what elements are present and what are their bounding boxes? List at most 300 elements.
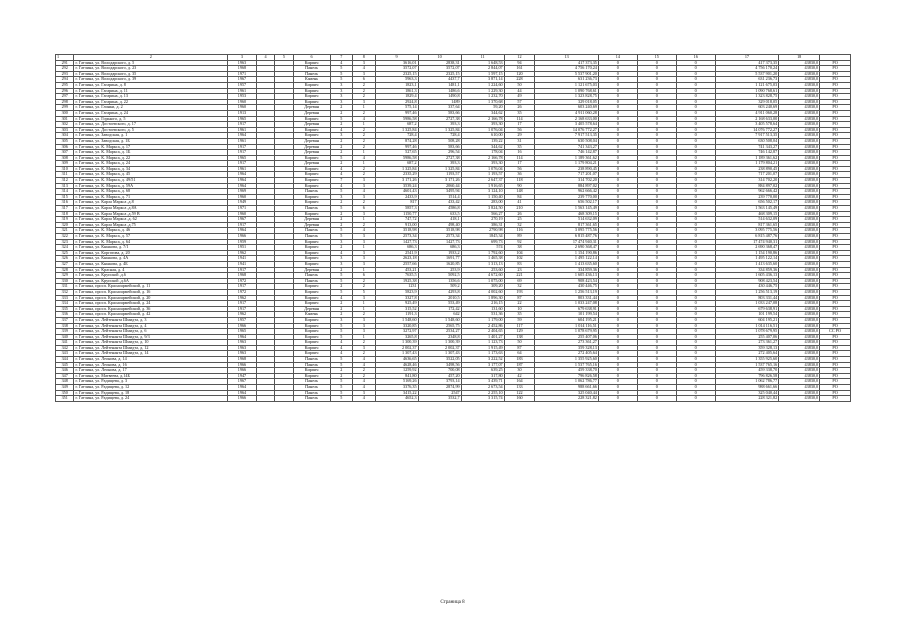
table-cell: 5	[330, 390, 353, 396]
table-cell: 575,14	[375, 105, 418, 111]
table-cell: 1 537 765,16	[715, 362, 779, 368]
table-cell: 0	[637, 250, 676, 256]
table-cell: 1963	[228, 340, 257, 346]
table-cell: 1968	[228, 273, 257, 279]
table-cell: 3	[353, 317, 376, 323]
table-cell: РО	[820, 323, 851, 329]
table-cell: 319	[56, 217, 74, 223]
table-cell: 0	[598, 256, 637, 262]
table-cell: 803 331,44	[535, 295, 599, 301]
column-number-cell: 17	[715, 55, 779, 61]
table-cell: 4	[353, 189, 376, 195]
table-cell: 817	[375, 200, 418, 206]
table-cell: 1 154 190,86	[535, 250, 599, 256]
table-cell: 1 548,60	[418, 317, 461, 323]
table-cell: 1 325,84	[375, 127, 418, 133]
table-cell: 116	[504, 228, 535, 234]
table-cell: 527,65	[375, 150, 418, 156]
table-cell: 315	[56, 194, 74, 200]
table-cell: 1 150,40	[461, 194, 504, 200]
table-cell: 0	[637, 217, 676, 223]
table-cell: 7635,5	[375, 273, 418, 279]
table-cell: РО	[820, 345, 851, 351]
table-cell: 1 062 786,77	[535, 379, 599, 385]
table-cell: 2565,75	[418, 323, 461, 329]
table-cell: 0	[598, 329, 637, 335]
table-cell: 0	[676, 88, 715, 94]
table-cell: 238 890,45	[535, 166, 599, 172]
table-cell: 0	[676, 396, 715, 402]
table-cell: 0	[676, 284, 715, 290]
table-cell: 3320,85	[375, 323, 418, 329]
table-cell: 3	[353, 323, 376, 329]
table-cell: Кирпич	[293, 317, 330, 323]
table-cell: 43830,0	[779, 189, 820, 195]
table-cell: 514 632,09	[535, 217, 599, 223]
table-cell: 5	[330, 278, 353, 284]
table-cell: г. Гатчина, ул. Лейтенанта Шмидта, д. 14	[74, 351, 228, 357]
table-cell: 43830,0	[779, 110, 820, 116]
table-cell: 2 844,07	[461, 66, 504, 72]
table-cell: 1966	[228, 362, 257, 368]
table-cell: 4628,46	[375, 362, 418, 368]
table-cell: 238 890,45	[715, 166, 779, 172]
table-cell: 0	[598, 278, 637, 284]
table-cell: Панель	[293, 228, 330, 234]
table-cell: 304	[56, 133, 74, 139]
table-cell: 43830,0	[779, 329, 820, 335]
table-cell: 2	[353, 110, 376, 116]
table-cell: 7 917 513,35	[715, 133, 779, 139]
table-cell: 1960	[228, 99, 257, 105]
table-cell: 1 179 804,21	[535, 161, 599, 167]
table-cell: 1964	[228, 183, 257, 189]
table-cell: 253,9	[418, 267, 461, 273]
table-cell: 273 361,27	[715, 340, 779, 346]
table-cell: Панель	[293, 379, 330, 385]
table-cell: 43830,0	[779, 317, 820, 323]
table-cell: 1489	[418, 99, 461, 105]
table-cell: 0	[598, 373, 637, 379]
table-cell: 2573,34	[418, 234, 461, 240]
table-cell: г. Гатчина, ул. Коргатова, д. 20	[74, 250, 228, 256]
table-cell: 1823,1	[375, 82, 418, 88]
table-cell: 0	[676, 306, 715, 312]
table-cell: 312	[56, 178, 74, 184]
table-cell: 0	[598, 127, 637, 133]
table-cell: 43830,0	[779, 357, 820, 363]
table-cell: 3	[353, 239, 376, 245]
table-cell: 1969	[228, 189, 257, 195]
table-cell: 43830,0	[779, 273, 820, 279]
table-cell: 43830,0	[779, 66, 820, 72]
table-cell: 1 916,65	[461, 183, 504, 189]
table-cell: 1 123,73	[461, 340, 504, 346]
table-cell: Панель	[293, 189, 330, 195]
table-cell: 4601,43	[375, 189, 418, 195]
table-cell: 4293,8	[418, 289, 461, 295]
table-cell: 1 355 925,60	[535, 357, 599, 363]
table-cell: 1917	[228, 150, 257, 156]
table-cell: 5	[330, 77, 353, 83]
table-cell: Кирпич	[293, 60, 330, 66]
table-cell: 345	[56, 362, 74, 368]
table-cell: Кирпич	[293, 345, 330, 351]
table-cell: 0	[637, 200, 676, 206]
table-cell: 0	[637, 368, 676, 374]
table-cell: 1957	[228, 82, 257, 88]
table-cell: 0	[676, 211, 715, 217]
table-cell: 43830,0	[779, 105, 820, 111]
table-cell: 31	[504, 138, 535, 144]
table-cell: Кирпич	[293, 256, 330, 262]
table-cell: 0	[637, 183, 676, 189]
table-cell: 0	[676, 379, 715, 385]
table-cell: 43830,0	[779, 267, 820, 273]
table-cell: 64	[504, 351, 535, 357]
table-cell: 0	[598, 289, 637, 295]
table-cell: г. Гатчина, ул. К. Маркса, д. 71	[74, 194, 228, 200]
table-cell: 0	[676, 144, 715, 150]
table-cell: 0	[598, 306, 637, 312]
table-cell: 1	[353, 306, 376, 312]
table-cell: 0	[676, 228, 715, 234]
table-cell: 43830,0	[779, 166, 820, 172]
table-cell: 0	[637, 150, 676, 156]
table-cell: 0	[676, 390, 715, 396]
table-cell: 43830,0	[779, 340, 820, 346]
table-cell: 1 563 145,49	[535, 206, 599, 212]
table-cell: 293	[56, 71, 74, 77]
table-cell: 4437,7	[418, 77, 461, 83]
table-cell: 0	[598, 301, 637, 307]
table-cell: 1 193,57	[461, 172, 504, 178]
table-cell: Кирпич	[293, 295, 330, 301]
table-cell: 0	[598, 396, 637, 402]
table-cell: Кирпич	[293, 368, 330, 374]
table-cell: 746 142,87	[535, 150, 599, 156]
table-cell: РО	[820, 94, 851, 100]
table-cell: 309	[56, 161, 74, 167]
table-cell: 741 343,27	[535, 144, 599, 150]
table-cell: 459 338,70	[535, 368, 599, 374]
table-cell: 43830,0	[779, 194, 820, 200]
table-cell: 84	[504, 194, 535, 200]
table-cell: 314 702,20	[535, 178, 599, 184]
table-cell: г. Гатчина, ул. Лейтенанта Шмидта, д. 6	[74, 329, 228, 335]
table-cell: 320	[56, 222, 74, 228]
table-cell: 1 229,30	[461, 88, 504, 94]
table-cell: 2790,98	[461, 228, 504, 234]
table-cell: 0	[637, 71, 676, 77]
table-cell: 0	[598, 323, 637, 329]
table-cell: 2557,66	[375, 261, 418, 267]
table-cell: 161	[504, 66, 535, 72]
table-cell: 1965	[228, 329, 257, 335]
table-cell: 4	[353, 357, 376, 363]
table-cell: 43830,0	[779, 222, 820, 228]
table-cell: 2	[353, 278, 376, 284]
table-cell: 1960	[228, 105, 257, 111]
column-number-cell: 11	[461, 55, 504, 61]
table-cell: 0	[598, 110, 637, 116]
table-cell: 148	[504, 189, 535, 195]
table-cell: 1964	[228, 133, 257, 139]
table-cell: 50	[504, 82, 535, 88]
table-cell: 349	[56, 385, 74, 391]
table-cell: 3	[353, 99, 376, 105]
table-cell: 1961	[228, 166, 257, 172]
table-cell: 50	[504, 340, 535, 346]
table-cell: 2	[330, 368, 353, 374]
table-cell: 1966	[228, 323, 257, 329]
table-cell: 1 325,84	[375, 166, 418, 172]
table-cell: РО	[820, 351, 851, 357]
table-cell: Кирпич	[293, 301, 330, 307]
table-cell: 0	[676, 261, 715, 267]
table-cell: 32	[504, 284, 535, 290]
table-cell: 43830,0	[779, 88, 820, 94]
table-cell: 0	[637, 122, 676, 128]
table-cell: г. Гатчина, ул. К. Маркса, д. 64	[74, 239, 228, 245]
table-cell: 43830,0	[779, 362, 820, 368]
table-cell: 2	[353, 222, 376, 228]
table-cell: 43830,0	[779, 390, 820, 396]
table-cell: 295	[56, 82, 74, 88]
table-cell: 0	[676, 161, 715, 167]
table-cell: 3518,98	[418, 228, 461, 234]
table-cell: 187	[504, 362, 535, 368]
table-cell: 324	[56, 245, 74, 251]
table-cell: 0	[598, 317, 637, 323]
table-cell: 2 166,78	[461, 116, 504, 122]
table-cell: 216,15	[461, 301, 504, 307]
table-cell: Деревян	[293, 110, 330, 116]
table-cell: 0	[637, 189, 676, 195]
table-cell: 43830,0	[779, 368, 820, 374]
table-cell: РО	[820, 99, 851, 105]
table-cell: 0	[598, 334, 637, 340]
table-cell: 3498,56	[418, 362, 461, 368]
table-cell: 2838,31	[418, 60, 461, 66]
table-cell: РО	[820, 301, 851, 307]
table-cell: 43830,0	[779, 161, 820, 167]
table-cell: 43830,0	[779, 250, 820, 256]
table-cell: 300	[56, 110, 74, 116]
table-cell: 2	[330, 110, 353, 116]
register-table	[55, 54, 851, 402]
table-cell: 418,1	[418, 217, 461, 223]
table-cell: 0	[676, 133, 715, 139]
table-cell: Кирпич	[293, 82, 330, 88]
table-cell: 0	[598, 222, 637, 228]
table-cell: 0	[598, 116, 637, 122]
table-cell: 0	[637, 379, 676, 385]
table-cell: 3	[353, 390, 376, 396]
table-cell: 43830,0	[779, 245, 820, 251]
table-cell: 43830,0	[779, 312, 820, 318]
table-cell: 3616,01	[375, 60, 418, 66]
table-cell: 3	[330, 88, 353, 94]
table-cell: 43830,0	[779, 211, 820, 217]
table-cell: 686,3	[418, 245, 461, 251]
table-cell: г. Гатчина, ул. Леонова, д. 16	[74, 362, 228, 368]
table-cell: РО	[820, 295, 851, 301]
table-cell: 2	[330, 200, 353, 206]
table-cell: РО	[820, 116, 851, 122]
table-cell: 0	[637, 110, 676, 116]
table-cell: РО	[820, 267, 851, 273]
table-cell: 0	[598, 267, 637, 273]
table-cell: 340	[56, 334, 74, 340]
table-cell: 913,00	[375, 222, 418, 228]
table-cell: 1829,4	[375, 94, 418, 100]
table-cell: г. Гатчина, ул. Достоевского, д. 17	[74, 122, 228, 128]
table-cell: 0	[676, 183, 715, 189]
table-cell: 239 770,00	[535, 194, 599, 200]
table-cell: 4652,3	[375, 396, 418, 402]
table-cell: г. Гатчина, ул. Радищева, д. 24	[74, 396, 228, 402]
table-cell: 0	[637, 172, 676, 178]
table-cell: Кирпич	[293, 116, 330, 122]
table-cell: 1 121 675,03	[715, 82, 779, 88]
table-cell: 6	[353, 77, 376, 83]
table-cell: 1 090 768,61	[535, 88, 599, 94]
table-cell: РО	[820, 127, 851, 133]
table-cell: 1 648,53	[461, 60, 504, 66]
table-cell: 343	[56, 351, 74, 357]
table-cell: 43830,0	[779, 351, 820, 357]
table-cell: 1971	[228, 71, 257, 77]
table-cell: 1964	[228, 334, 257, 340]
table-cell: 43830,0	[779, 239, 820, 245]
table-cell: 2433,9	[375, 194, 418, 200]
table-cell: РО	[820, 178, 851, 184]
table-cell: 5963,3	[375, 77, 418, 83]
table-cell: 1 179 804,21	[715, 161, 779, 167]
table-cell: 333	[56, 295, 74, 301]
table-cell: 334 859,36	[715, 267, 779, 273]
table-cell: 700,08	[418, 368, 461, 374]
table-cell: 884 897,02	[715, 183, 779, 189]
table-cell: 393,30	[461, 161, 504, 167]
table-cell: РО	[820, 379, 851, 385]
table-cell: 430 446,75	[715, 284, 779, 290]
table-cell: 631 236,73	[535, 77, 599, 83]
table-cell: 0	[637, 312, 676, 318]
table-cell: 22	[504, 301, 535, 307]
table-cell: 0	[598, 362, 637, 368]
table-cell: г. Гатчина, ул. Володарского, д. 23	[74, 66, 228, 72]
table-cell: 1 173,63	[461, 351, 504, 357]
table-cell: 5823,9	[375, 289, 418, 295]
table-cell: 1 597,15	[461, 71, 504, 77]
table-cell: 5	[330, 116, 353, 122]
table-cell: г. Гатчина, просп. Красноармейский, д. 24	[74, 301, 228, 307]
table-cell: 884 897,02	[535, 183, 599, 189]
table-cell: 1 256 513,19	[715, 289, 779, 295]
table-cell: Панель	[293, 396, 330, 402]
table-cell: 4	[353, 379, 376, 385]
table-cell: 0	[637, 256, 676, 262]
table-cell: 3 095 775,56	[535, 228, 599, 234]
table-cell: 3 405 578,64	[535, 122, 599, 128]
table-cell: 2 166,78	[461, 155, 504, 161]
table-cell: 3	[353, 211, 376, 217]
table-cell: 1 413 635,60	[535, 261, 599, 267]
table-cell: 1193,57	[418, 172, 461, 178]
table-cell: 5	[330, 66, 353, 72]
table-cell: 114	[504, 155, 535, 161]
table-cell: РО	[820, 172, 851, 178]
table-cell: 0	[637, 194, 676, 200]
table-cell: 0	[676, 189, 715, 195]
table-cell: 4	[353, 66, 376, 72]
table-cell: Кирпич	[293, 183, 330, 189]
table-cell: г. Гатчина, ул. Карла Маркса ,д.8	[74, 200, 228, 206]
table-cell: 988 661,66	[535, 385, 599, 391]
table-cell: 0	[637, 60, 676, 66]
table-cell: Панель	[293, 278, 330, 284]
table-cell: г. Гатчина, ул. Горького, д. 5	[74, 116, 228, 122]
table-cell: 0	[637, 206, 676, 212]
table-cell: 1966	[228, 368, 257, 374]
table-cell: 4	[353, 385, 376, 391]
table-cell: 0	[598, 250, 637, 256]
table-cell: г. Гатчина, ул. Радищева, д. 12	[74, 385, 228, 391]
table-cell: 1953	[228, 94, 257, 100]
table-cell: 1 179,00	[461, 317, 504, 323]
table-cell: 1951	[228, 245, 257, 251]
table-cell: 307	[56, 150, 74, 156]
table-cell: 2	[330, 222, 353, 228]
table-cell: 1 076,04	[461, 127, 504, 133]
table-cell: 83	[504, 261, 535, 267]
table-cell: 0	[676, 340, 715, 346]
table-cell: 178,04	[461, 150, 504, 156]
table-cell: 337	[56, 317, 74, 323]
table-cell: 574	[461, 245, 504, 251]
table-cell: 5092,5	[418, 273, 461, 279]
table-cell: 1	[353, 217, 376, 223]
table-cell: 347	[56, 373, 74, 379]
table-cell: 3793,14	[418, 379, 461, 385]
table-cell: 0	[637, 116, 676, 122]
table-cell: 5	[330, 71, 353, 77]
table-cell: 1514,4	[418, 194, 461, 200]
table-cell: 4	[353, 228, 376, 234]
table-cell: 3518,98	[375, 228, 418, 234]
table-cell: 2 404,65	[461, 329, 504, 335]
table-cell: 393,3	[418, 122, 461, 128]
table-row	[56, 396, 851, 402]
table-cell: 336	[56, 312, 74, 318]
table-cell: 0	[676, 234, 715, 240]
table-cell: Кирпич	[293, 127, 330, 133]
table-cell: 43830,0	[779, 178, 820, 184]
table-cell: 1949	[228, 200, 257, 206]
table-cell: 164	[504, 379, 535, 385]
table-cell: 129	[504, 329, 535, 335]
table-cell: 302	[56, 122, 74, 128]
table-cell: 43830,0	[779, 261, 820, 267]
table-cell: 348	[56, 379, 74, 385]
table-cell: 1966	[228, 234, 257, 240]
table-cell: 43830,0	[779, 284, 820, 290]
table-cell: РО	[820, 273, 851, 279]
table-cell: 0	[676, 362, 715, 368]
table-cell: 3522,05	[418, 357, 461, 363]
